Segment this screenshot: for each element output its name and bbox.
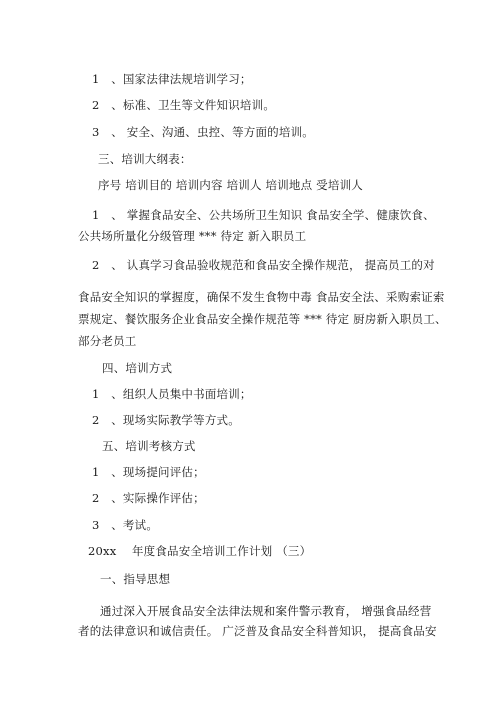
table-row-2-line-1: 2 、 认真学习食品验收规范和食品安全操作规范， 提高员工的对 xyxy=(92,258,435,272)
assessment-item-2: 2 、实际操作评估； xyxy=(92,491,205,505)
item-3-safety-training: 3 、 安全、沟通、虫控、等方面的培训。 xyxy=(92,125,314,139)
section-heading-methods: 四、培训方式 xyxy=(102,361,173,375)
assessment-item-3: 3 、考试。 xyxy=(92,518,159,532)
table-row-2-line-4: 部分老员工 xyxy=(78,334,137,348)
paragraph-line-1: 通过深入开展食品安全法律法规和案件警示教育， 增强食品经营 xyxy=(100,604,432,618)
section-heading-assessment: 五、培训考核方式 xyxy=(102,439,196,453)
plan-title: 20xx 年度食品安全培训工作计划 （三） xyxy=(88,544,312,558)
item-1-law-training: 1 、国家法律法规培训学习； xyxy=(92,72,252,86)
assessment-item-1: 1 、现场提问评估； xyxy=(92,465,205,479)
section-heading-outline: 三、培训大纲表： xyxy=(98,152,192,166)
table-row-1-line-2: 公共场所量化分级管理 *** 待定 新入职员工 xyxy=(78,229,307,243)
table-row-2-line-3: 票规定、餐饮服务企业食品安全操作规范等 *** 待定 厨房新入职员工、 xyxy=(78,312,447,326)
item-2-standard-training: 2 、标准、卫生等文件知识培训。 xyxy=(92,98,276,112)
table-row-1-line-1: 1 、 掌握食品安全、公共场所卫生知识 食品安全学、健康饮食、 xyxy=(92,208,435,222)
table-row-2-line-2: 食品安全知识的掌握度，确保不发生食物中毒 食品安全法、采购索证索 xyxy=(78,290,445,304)
section-heading-guiding: 一、指导思想 xyxy=(100,572,171,586)
method-item-2: 2 、现场实际教学等方式。 xyxy=(92,413,240,427)
method-item-1: 1 、组织人员集中书面培训； xyxy=(92,387,252,401)
paragraph-line-2: 者的法律意识和诚信责任。 广泛普及食品安全科普知识， 提高食品安 xyxy=(78,624,437,638)
table-header-row: 序号 培训目的 培训内容 培训人 培训地点 受培训人 xyxy=(98,178,363,192)
